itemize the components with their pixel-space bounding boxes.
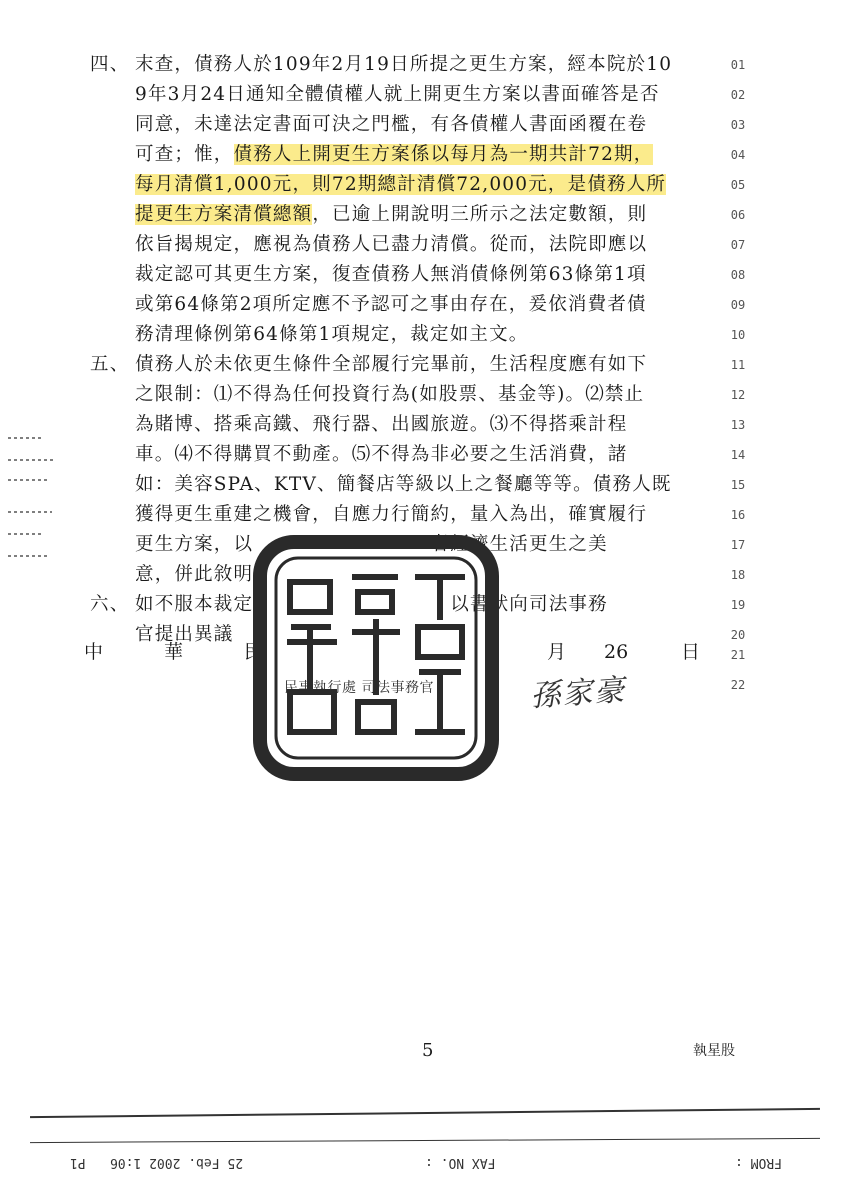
- line-number: 19: [730, 598, 746, 612]
- text-line: [0, 350, 720, 380]
- line-number: 14: [730, 448, 746, 462]
- fax-header-rule: [30, 1108, 820, 1118]
- line-number: 11: [730, 358, 746, 372]
- text-line: [0, 170, 720, 200]
- date-char: 民: [244, 641, 264, 663]
- line-number: 12: [730, 388, 746, 402]
- line-number: 03: [730, 118, 746, 132]
- text-line: [0, 230, 720, 260]
- fax-page: P1: [70, 1155, 86, 1170]
- line-number: 02: [730, 88, 746, 102]
- text-line: [0, 80, 720, 110]
- paragraph-marker: 五、: [90, 354, 130, 375]
- unit-label: 執星股: [693, 1043, 735, 1059]
- line-text: 末查，債務人於109年2月19日所提之更生方案，經本院於10: [135, 54, 673, 75]
- line-text: 為賭博、搭乘高鐵、飛行器、出國旅遊。⑶不得搭乘計程: [135, 414, 628, 435]
- line-text: 或第64條第2項所定應不予認可之事由存在，爰依消費者債: [135, 294, 647, 315]
- line-number: 10: [730, 328, 746, 342]
- line-text: 之限制：⑴不得為任何投資行為(如股票、基金等)。⑵禁止: [135, 384, 645, 405]
- text-line: [0, 50, 720, 80]
- line-text: 意，併此敘明: [135, 564, 254, 585]
- line-number: 20: [730, 628, 746, 642]
- line-text: 同意，未達法定書面可決之門檻，有各債權人書面函覆在卷: [135, 114, 648, 135]
- text-line: [0, 380, 720, 410]
- line-text: [135, 170, 666, 200]
- date-day: 26: [604, 641, 629, 663]
- line-number: 22: [730, 678, 746, 692]
- text-line: [0, 110, 720, 140]
- line-segment: ，已逾上開說明三所示之法定數額，則: [312, 204, 648, 225]
- line-text: [135, 140, 653, 170]
- line-segment: 可查；惟，: [135, 144, 234, 165]
- line-text: [135, 200, 647, 230]
- line-number: 13: [730, 418, 746, 432]
- paragraph-marker: 六、: [90, 594, 130, 615]
- fax-number: FAX NO. :: [425, 1155, 496, 1170]
- line-number: 15: [730, 478, 746, 492]
- line-text: 車。⑷不得購買不動產。⑸不得為非必要之生活消費，諸: [135, 444, 628, 465]
- paragraph-marker: 四、: [90, 54, 130, 75]
- text-line: [0, 200, 720, 230]
- text-line: [0, 320, 720, 350]
- line-text: 務清理條例第64條第1項規定，裁定如主文。: [135, 324, 529, 345]
- line-number: 21: [730, 648, 746, 662]
- line-number: 04: [730, 148, 746, 162]
- line-number: 01: [730, 58, 746, 72]
- fax-header-rule: [30, 1138, 820, 1143]
- line-text: 獲得更生重建之機會，自應力行簡約，量入為出，確實履行: [135, 504, 648, 525]
- date-month-char: 月: [547, 641, 567, 663]
- line-number: 06: [730, 208, 746, 222]
- line-number: 18: [730, 568, 746, 582]
- line-number: 17: [730, 538, 746, 552]
- text-line: [0, 500, 720, 530]
- line-text: 9年3月24日通知全體債權人就上開更生方案以書面確答是否: [135, 84, 660, 105]
- highlighted-text: 每月清償1,000元，則72期總計清償72,000元，是債務人所: [135, 174, 667, 195]
- fax-timestamp: 25 Feb. 2002 1:06: [110, 1155, 244, 1170]
- line-text: 如：美容SPA、KTV、簡餐店等級以上之餐廳等等。債務人既: [135, 474, 672, 495]
- line-number: 07: [730, 238, 746, 252]
- highlighted-text: 提更生方案清償總額: [135, 204, 313, 225]
- line-text: 依旨揭規定，應視為債務人已盡力清償。從而，法院即應以: [135, 234, 648, 255]
- text-line: [0, 410, 720, 440]
- line-number: 09: [730, 298, 746, 312]
- line-text: 更生方案，以 者經濟生活更生之美: [135, 534, 608, 555]
- date-char: 中: [84, 641, 104, 663]
- line-text: 如不服本裁定 以書狀向司法事務: [135, 594, 608, 615]
- signature: 孫家豪: [529, 672, 628, 715]
- date-day-char: 日: [681, 641, 701, 663]
- text-line: [0, 470, 720, 500]
- line-text: 官提出異議: [135, 624, 234, 645]
- text-line: [0, 440, 720, 470]
- official-seal: [250, 532, 502, 784]
- page-number: 5: [422, 1040, 434, 1061]
- text-line: [0, 260, 720, 290]
- text-line: [0, 140, 720, 170]
- line-number: 08: [730, 268, 746, 282]
- line-number: 05: [730, 178, 746, 192]
- fax-from: FROM :: [735, 1155, 782, 1170]
- highlighted-text: 債務人上開更生方案係以每月為一期共計72期，: [233, 144, 654, 165]
- margin-marks: [4, 430, 64, 570]
- line-text: 裁定認可其更生方案，復查債務人無消債條例第63條第1項: [135, 264, 647, 285]
- officer-title: 民事執行處 司法事務官: [284, 680, 434, 696]
- text-line: [0, 290, 720, 320]
- line-text: 債務人於未依更生條件全部履行完畢前，生活程度應有如下: [135, 354, 648, 375]
- line-number: 16: [730, 508, 746, 522]
- date-char: 華: [164, 641, 184, 663]
